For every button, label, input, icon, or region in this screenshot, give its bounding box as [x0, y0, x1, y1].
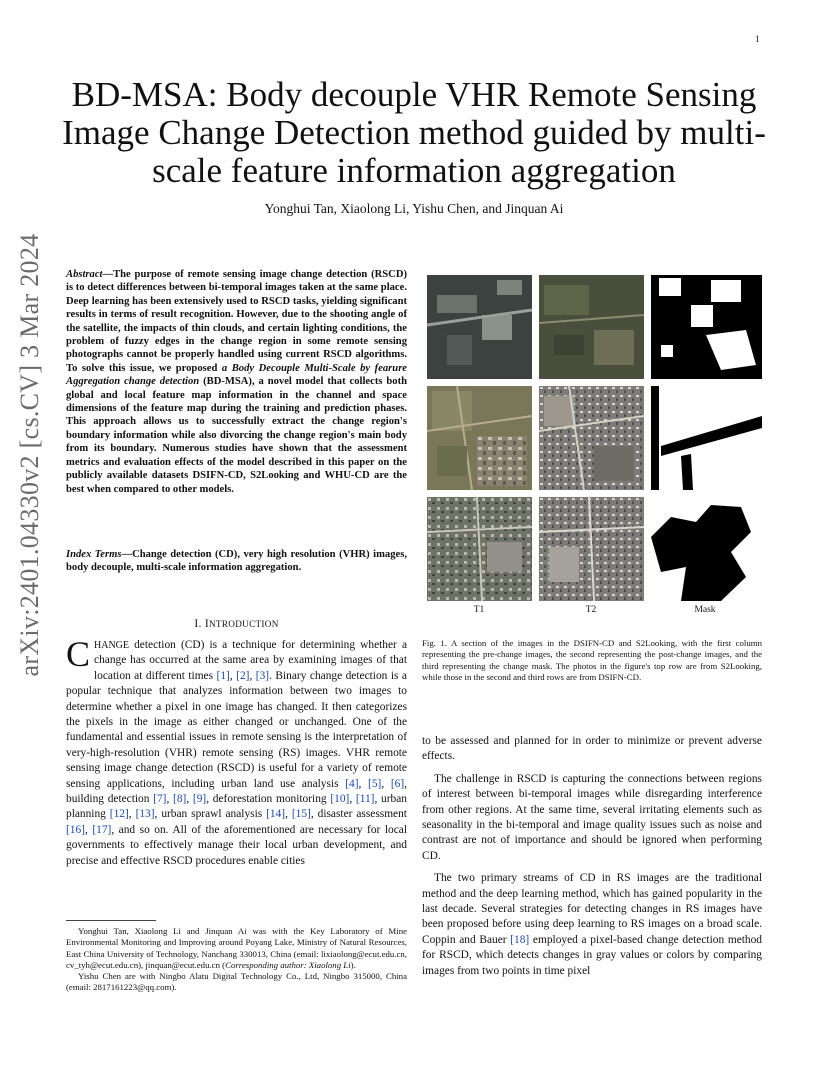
footnote-text: Yonghui Tan, Xiaolong Li and Jinquan Ai was with the Key Laboratory of Mine Environmental Monitoring and Improving around Poyang Lake, Ministry of Natural Resources, East China University of Technology, Nanchang 330013, China (email: lixiaolong@ecut.edu.cn, cv_tyh@ecut.edu.cn), jinquan@ecut.edu.cn ( [66, 926, 407, 970]
citation-link[interactable]: [13] [135, 808, 155, 821]
page-number: 1 [755, 34, 760, 44]
intro-text-g: , disaster assessment [310, 808, 407, 821]
intro-text-c: , building detection [66, 777, 408, 806]
citation-link[interactable]: [3] [255, 669, 270, 682]
intro-text-a: detection (CD) is a technique for determining whether a change has occurred at the same area by examining images of that location at different times [94, 639, 407, 682]
abstract-text-2: (BD-MSA), a novel model that collects both global and local feature map information in the channel and space dimensions of the feature map during the training and prediction phases. This approach allows us to successfully extract the change region's boundary information while also divorcing the change region's main body from its boundary. Numerous studies have shown that the assessment metrics and evaluation effects of the model described in this paper on the publicly available datasets DSIFN-CD, S2Looking and WHU-CD are the best when compared to other models. [66, 376, 407, 495]
citation-link[interactable]: [1] [216, 669, 230, 682]
index-terms-label: Index Terms [66, 549, 122, 560]
figure-caption: Fig. 1. A section of the images in the DSIFN-CD and S2Looking, with the first column representing the pre-change images, the second representing the post-change images, and the third representing the change mask. The photos in the figure's top row are from S2Looking, while those in the second and third rows are from DSIFN-CD. [422, 638, 762, 683]
abstract-label: Abstract [66, 269, 103, 280]
column-label-t1: T1 [473, 605, 485, 615]
right-column-text [422, 734, 762, 986]
index-terms-text: —Change detection (CD), very high resolution (VHR) images, body decouple, multi-scale information aggregation. [66, 549, 407, 574]
citation-link[interactable]: [16] [66, 823, 85, 836]
row-3-t2-image [539, 497, 644, 601]
row-1-mask-image [651, 275, 762, 379]
paragraph: to be assessed and planned for in order to minimize or prevent adverse effects. [422, 735, 762, 763]
citation-link[interactable]: [12] [109, 808, 129, 821]
footnote-text-end: ). [350, 959, 356, 970]
citation-link[interactable]: [8] [173, 793, 187, 806]
citation-link[interactable]: [10] [330, 793, 350, 806]
row-2-mask-image [651, 386, 762, 490]
paragraph: The challenge in RSCD is capturing the connections between regions of interest between bi-temporal images while disregarding interference from other regions. At the same time, several irritating elements such as seasonality in the bi-temporal and image quality issues such as noise and contrast are not of importance and should be ignored when performing CD. [422, 772, 762, 862]
citation-link[interactable]: [7] [153, 793, 167, 806]
column-label-mask: Mask [694, 605, 716, 615]
intro-text-h: , and so on. All of the aforementioned are necessary for local governments to effectively manage their local urban development, and precise and effective RSCD procedures enable cities [66, 823, 407, 867]
section-heading [66, 618, 407, 630]
footnote-affiliation-2: Yishu Chen are with Ningbo Alatu Digital Technology Co., Ltd, Ningbo 315000, China (email: 2817161223@qq.com). [66, 971, 407, 993]
row-3-mask-image [651, 497, 762, 601]
row-1-t2-image [539, 275, 644, 379]
paragraph-text: The two primary streams of CD in RS images are the traditional method and the deep learning method, which has gained popularity in the last decade. Several strategies for detecting changes in RS images have been proposed before using deep learning to RS images on a broad scale. Coppin and Bauer [422, 872, 762, 946]
footnote-rule [66, 920, 156, 921]
citation-link[interactable]: [2] [236, 669, 250, 682]
citation-link[interactable]: [11] [355, 793, 375, 806]
column-label-t2: T2 [585, 605, 597, 615]
row-2-t2-image [539, 386, 644, 490]
intro-text-f: , urban sprawl analysis [154, 808, 267, 821]
section-numeral: I. [194, 618, 205, 630]
section-first-letter: I [204, 618, 209, 630]
section-rest: NTRODUCTION [208, 619, 279, 629]
citation-link[interactable]: [4] [345, 777, 359, 790]
footnote-affiliation-1 [66, 926, 407, 971]
footnotes [66, 926, 407, 994]
figure-1 [427, 275, 762, 615]
dropcap: C [66, 634, 91, 674]
row-1-t1-image [427, 275, 532, 379]
arxiv-stamp: arXiv:2401.04330v2 [cs.CV] 3 Mar 2024 [15, 233, 44, 677]
paragraph [422, 871, 762, 979]
paragraph-text-end: employed a pixel-based change detection method for RSCD, which detects changes in gray values or colors by comparing images from two points in time pixel [422, 933, 762, 977]
index-terms [66, 548, 407, 575]
introduction-text: CHANGE detection (CD) is a technique for determining whether a change has occurred at the same area by examining images of that location at different times [1], [2], [3]. Binary change detection is a popular technique that analyzes information between two images to determine whether a pixel in one image has changed. It then categorizes the pixels in the image as either changed or unchanged. One of the fundamental and essential issues in remote sensing is the interpretation of very-high-resolution (VHR) remote sensing (RS) images. VHR remote sensing image change detection (RSCD) is useful for a variety of remote sensing applications, including urban land use analysis [4], [5], [6], building detection [7], [8], [9], deforestation monitoring [10], [11], urban planning [12], [13], urban sprawl analysis [14], [15], disaster assessment [16], [17], and so on. All of the aforementioned are necessary for local governments to effectively manage their local urban development, and precise and effective RSCD procedures enable cities [66, 634, 408, 867]
citation-link[interactable]: [9] [192, 793, 207, 806]
figure-image-grid [427, 275, 762, 620]
intro-text-b: . Binary change detection is a popular technique that analyzes information between two images to determine whether a pixel in one image has changed. It then categorizes the pixels in the image as either changed or unchanged. One of the fundamental and essential issues in remote sensing is the interpretation of very-high-resolution (VHR) remote sensing (RS) images. VHR remote sensing image change detection (RSCD) is useful for a variety of remote sensing applications, including urban land use analysis [66, 669, 407, 790]
citation-link[interactable]: [15] [291, 808, 311, 821]
paper-title: BD-MSA: Body decouple VHR Remote Sensing Image Change Detection method guided by multi-scale feature information aggregation [62, 75, 766, 190]
row-2-t1-image [427, 386, 532, 490]
intro-text-d: , deforestation monitoring [206, 793, 331, 806]
authors: Yonghui Tan, Xiaolong Li, Yishu Chen, and Jinquan Ai [264, 201, 564, 216]
footnote-corresponding: Corresponding author: Xiaolong Li [225, 959, 351, 970]
citation-link[interactable]: [6] [390, 777, 405, 790]
intro-text-e: , urban planning [66, 793, 407, 821]
citation-link[interactable]: [17] [92, 823, 112, 836]
row-3-t1-image [427, 497, 532, 601]
abstract-italic: a Body Decouple Multi-Scale by fearure Aggregation change detection [66, 362, 408, 388]
abstract [66, 268, 407, 496]
abstract-text-1: —The purpose of remote sensing image change detection (RSCD) is to detect differences between bi-temporal images taken at the same place. Deep learning has been extensively used to RSCD tasks, yielding significant results in terms of result recognition. However, due to the shooting angle of the satellite, the impacts of thin clouds, and certain lighting conditions, the problem of fuzzy edges in the change region in some remote sensing photographs cannot be properly handled using current RSCD algorithms. To solve this issue, we proposed [66, 269, 407, 374]
citation-link[interactable]: [18] [510, 933, 530, 946]
citation-link[interactable]: [5] [368, 777, 382, 790]
citation-link[interactable]: [14] [266, 808, 286, 821]
intro-lead: HANGE [94, 640, 130, 651]
